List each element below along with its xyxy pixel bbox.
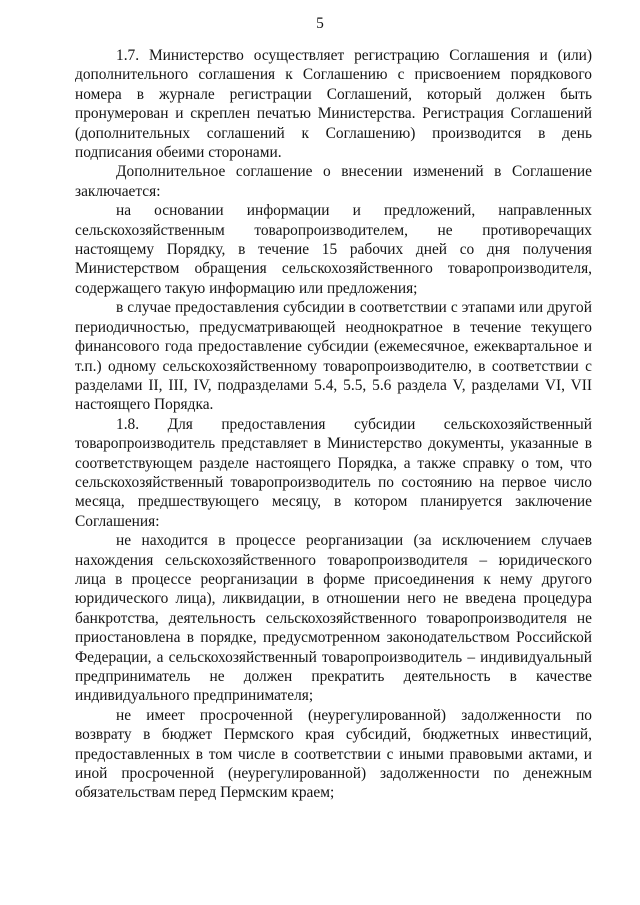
page-number: 5	[316, 15, 324, 32]
paragraph-1-8: 1.8. Для предоставления субсидии сельскохозяйственный товаропроизводитель представляет в Министерство документы, указанные в соответствующем разделе настоящего Порядка, а также справку о том, что сельскохозяйственный товаропроизводитель по состоянию на первое число месяца, предшествующего месяцу, в котором планируется заключение Соглашения:	[75, 415, 592, 530]
paragraph-1-7: 1.7. Министерство осуществляет регистрацию Соглашения и (или) дополнительного соглашения к Соглашению с присвоением порядкового номера в журнале регистрации Соглашений, который должен быть пронумерован и скреплен печатью Министерства. Регистрация Соглашений (дополнительных соглашений к Соглашению) производится в день подписания обеими сторонами.	[75, 47, 592, 162]
paragraph-periodic-subsidy: в случае предоставления субсидии в соответствии с этапами или другой периодичностью, предусматривающей неоднократное в течение текущего финансового года предоставление субсидии (ежемесячное, ежеквартальное и т.п.) одному сельскохозяйственному товаропроизводителю, в соответствии с разделами II, III, IV, подразделами 5.4, 5.5, 5.6 раздела V, разделами VI, VII настоящего Порядка.	[75, 299, 592, 414]
document-body	[75, 46, 592, 803]
paragraph-basis-information: на основании информации и предложений, направленных сельскохозяйственным товаропроизводителем, не противоречащих настоящему Порядку, в течение 15 рабочих дней со дня получения Министерством обращения сельскохозяйственного товаропроизводителя, содержащего такую информацию или предложения;	[75, 202, 592, 297]
paragraph-not-in-reorganization: не находится в процессе реорганизации (за исключением случаев нахождения сельскохозяйственного товаропроизводителя – юридического лица в процессе реорганизации в форме присоединения к нему другого юридического лица), ликвидации, в отношении него не введена процедура банкротства, деятельность сельскохозяйственного товаропроизводителя не приостановлена в порядке, предусмотренном законодательством Российской Федерации, а сельскохозяйственный товаропроизводитель – индивидуальный предприниматель не должен прекратить деятельность в качестве индивидуального предпринимателя;	[75, 532, 592, 705]
paragraph-no-overdue-debt: не имеет просроченной (неурегулированной) задолженности по возврату в бюджет Пермского края субсидий, бюджетных инвестиций, предоставленных в том числе в соответствии с иными правовыми актами, и иной просроченной (неурегулированной) задолженности по денежным обязательствам перед Пермским краем;	[75, 706, 592, 802]
paragraph-additional-agreement: Дополнительное соглашение о внесении изменений в Соглашение заключается:	[75, 163, 592, 200]
